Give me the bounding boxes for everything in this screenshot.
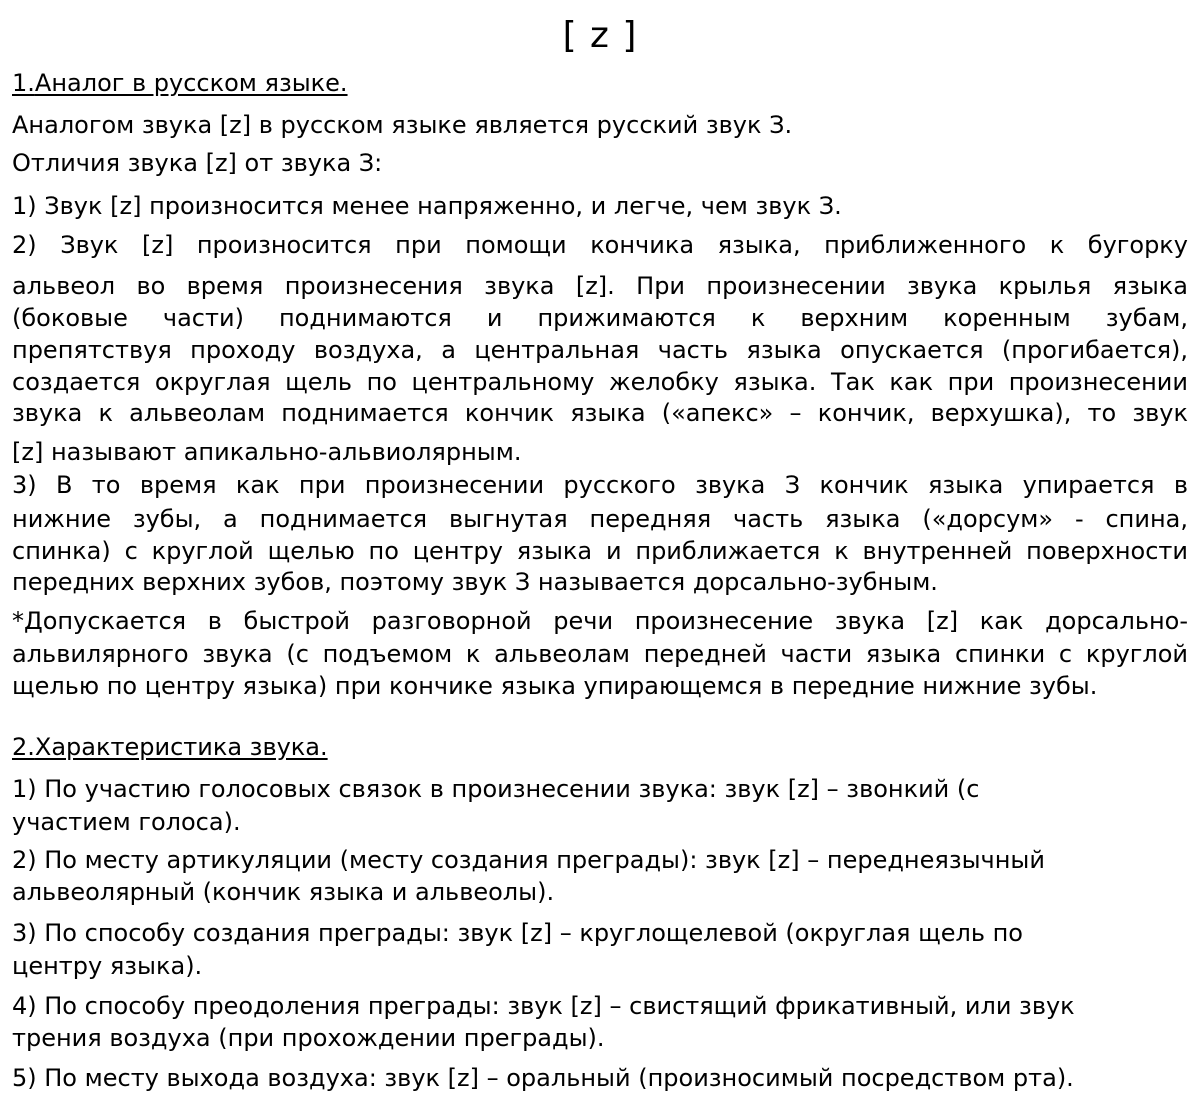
paragraph-line: альвеол во время произнесения звука [z]. При произнесении звука крылья языка	[12, 272, 1188, 300]
section-1-title: Аналог в русском языке.	[34, 69, 348, 97]
paragraph-line: нижние зубы, а поднимается выгнутая передняя часть языка («дорсум» - спина,	[12, 505, 1188, 533]
paragraph-line: передних верхних зубов, поэтому звук З называется дорсально-зубным.	[12, 568, 938, 596]
paragraph-line: щелью по центру языка) при кончике языка упирающемся в передние нижние зубы.	[12, 672, 1098, 700]
paragraph-line: трения воздуха (при прохождении преграды).	[12, 1024, 605, 1052]
page-title: [ z ]	[562, 15, 638, 56]
section-1-heading	[12, 68, 1188, 98]
section-2-title: Характеристика звука.	[34, 733, 328, 761]
paragraph-line: Отличия звука [z] от звука З:	[12, 149, 383, 177]
paragraph-line: участием голоса).	[12, 808, 241, 836]
paragraph-line: 1) Звук [z] произносится менее напряженно, и легче, чем звук З.	[12, 192, 842, 220]
paragraph-line: 3) В то время как при произнесении русского звука З кончик языка упирается в	[12, 471, 1188, 499]
paragraph-line: [z] называют апикально-альвиолярным.	[12, 438, 522, 466]
paragraph-line: создается округлая щель по центральному желобку языка. Так как при произнесении	[12, 368, 1188, 396]
paragraph-line: 1) По участию голосовых связок в произнесении звука: звук [z] – звонкий (с	[12, 775, 980, 803]
paragraph-line: альвилярного звука (с подъемом к альвеолам передней части языка спинки с круглой	[12, 640, 1188, 668]
paragraph-line: Аналогом звука [z] в русском языке является русский звук З.	[12, 111, 793, 139]
paragraph-line: центру языка).	[12, 952, 203, 980]
paragraph-line: звука к альвеолам поднимается кончик языка («апекс» – кончик, верхушка), то звук	[12, 399, 1188, 427]
paragraph-line: альвеолярный (кончик языка и альвеолы).	[12, 878, 555, 906]
paragraph-line: 5) По месту выхода воздуха: звук [z] – оральный (произносимый посредством рта).	[12, 1064, 1074, 1092]
paragraph-line: (боковые части) поднимаются и прижимаются к верхним коренным зубам,	[12, 304, 1188, 332]
section-2-heading	[12, 732, 1188, 762]
paragraph-line: 2) По месту артикуляции (месту создания преграды): звук [z] – переднеязычный	[12, 846, 1045, 874]
paragraph-line: 3) По способу создания преграды: звук [z] – круглощелевой (округлая щель по	[12, 919, 1023, 947]
paragraph-line: препятствуя проходу воздуха, а центральная часть языка опускается (прогибается),	[12, 336, 1188, 364]
paragraph-line: 2) Звук [z] произносится при помощи кончика языка, приближенного к бугорку	[12, 231, 1188, 259]
paragraph-line: спинка) с круглой щелью по центру языка и приближается к внутренней поверхности	[12, 537, 1188, 565]
section-2-number: 2.	[12, 733, 35, 761]
paragraph-line: *Допускается в быстрой разговорной речи произнесение звука [z] как дорсально-	[12, 607, 1188, 635]
paragraph-line: 4) По способу преодоления преграды: звук [z] – свистящий фрикативный, или звук	[12, 992, 1075, 1020]
section-1-number: 1.	[12, 69, 35, 97]
